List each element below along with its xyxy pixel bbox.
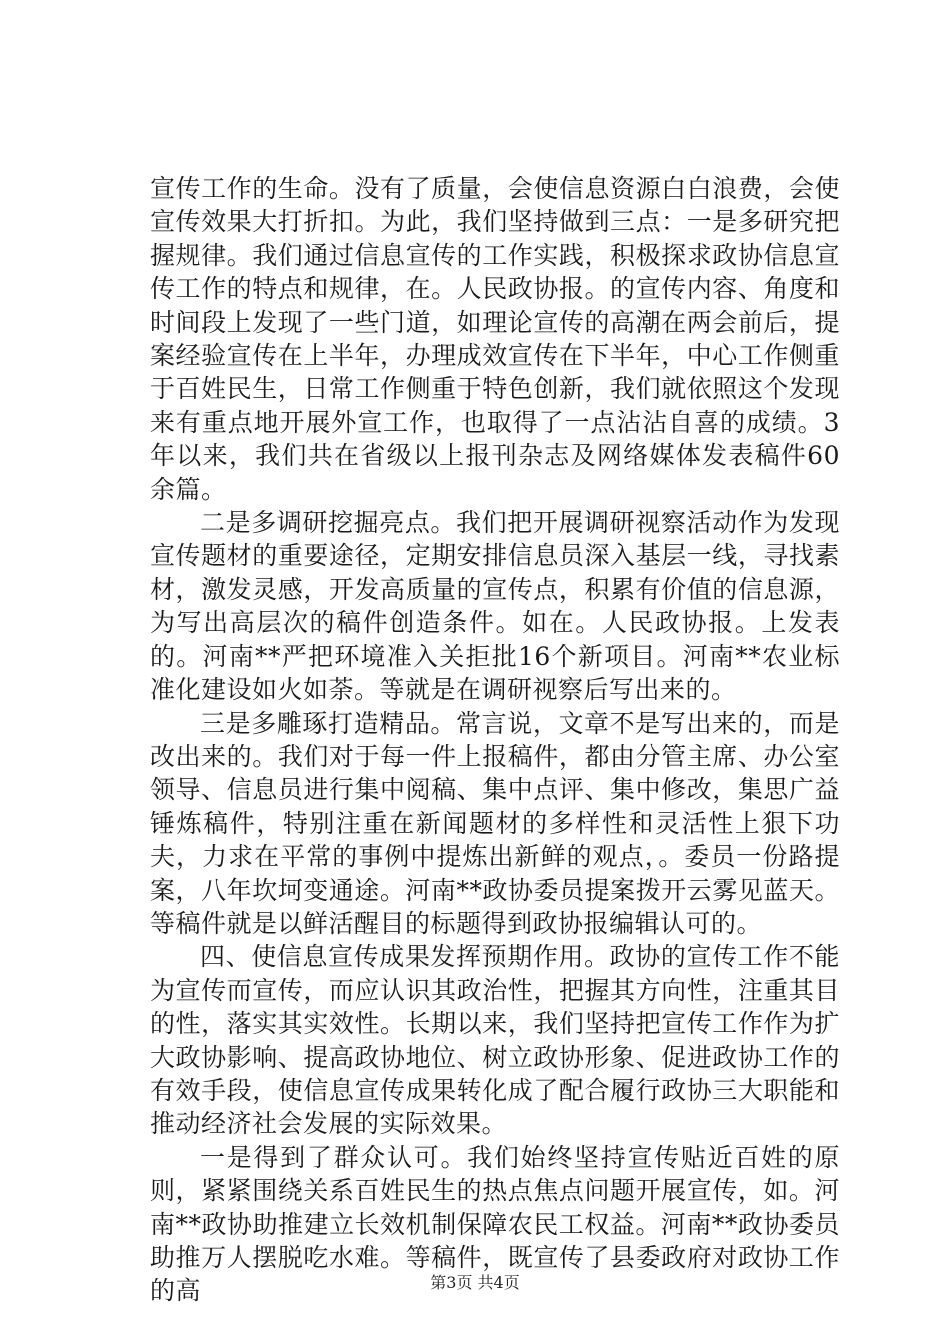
paragraph-section-four: 四、使信息宣传成果发挥预期作用。政协的宣传工作不能为宣传而宣传，而应认识其政治性，把握其方向性，注重其目的性，落实其实效性。长期以来，我们坚持把宣传工作作为扩大政协影响、提高政协地位、树立政协形象、促进政协工作的有效手段，使信息宣传成果转化成了配合履行政协三大职能和推动经济社会发展的实际效果。: [150, 942, 840, 1139]
paragraph-continuation: 宣传工作的生命。没有了质量，会使信息资源白白浪费，会使宣传效果大打折扣。为此，我们坚持做到三点：一是多研究把握规律。我们通过信息宣传的工作实践，积极探求政协信息宣传工作的特点和规律，在。人民政协报。的宣传内容、角度和时间段上发现了一些门道，如理论宣传的高潮在两会前后，提案经验宣传在上半年，办理成效宣传在下半年，中心工作侧重于百姓民生，日常工作侧重于特色创新，我们就依照这个发现来有重点地开展外宣工作，也取得了一点沾沾自喜的成绩。3年以来，我们共在省级以上报刊杂志及网络媒体发表稿件60余篇。: [150, 174, 840, 504]
document-body: [150, 172, 840, 1308]
paragraph-polish-quality: 三是多雕琢打造精品。常言说，文章不是写出来的，而是改出来的。我们对于每一件上报稿件，都由分管主席、办公室领导、信息员进行集中阅稿、集中点评、集中修改，集思广益锤炼稿件，特别注重在新闻题材的多样性和灵活性上狠下功夫，力求在平常的事例中提炼出新鲜的观点，。委员一份路提案，八年坎坷变通途。河南**政协委员提案拨开云雾见蓝天。等稿件就是以鲜活醒目的标题得到政协报编辑认可的。: [150, 708, 840, 938]
page-footer: 第3页 共4页: [430, 1273, 520, 1292]
paragraph-research-highlights: 二是多调研挖掘亮点。我们把开展调研视察活动作为发现宣传题材的重要途径，定期安排信息员深入基层一线，寻找素材，激发灵感，开发高质量的宣传点，积累有价值的信息源，为写出高层次的稿件创造条件。如在。人民政协报。上发表的。河南**严把环境准入关拒批16个新项目。河南**农业标准化建设如火如荼。等就是在调研视察后写出来的。: [150, 508, 840, 705]
paragraph-public-recognition: 一是得到了群众认可。我们始终坚持宣传贴近百姓的原则，紧紧围绕关系百姓民生的热点焦点问题开展宣传，如。河南**政协助推建立长效机制保障农民工权益。河南**政协委员助推万人摆脱吃水难。等稿件，既宣传了县委政府对政协工作的高: [150, 1142, 840, 1306]
